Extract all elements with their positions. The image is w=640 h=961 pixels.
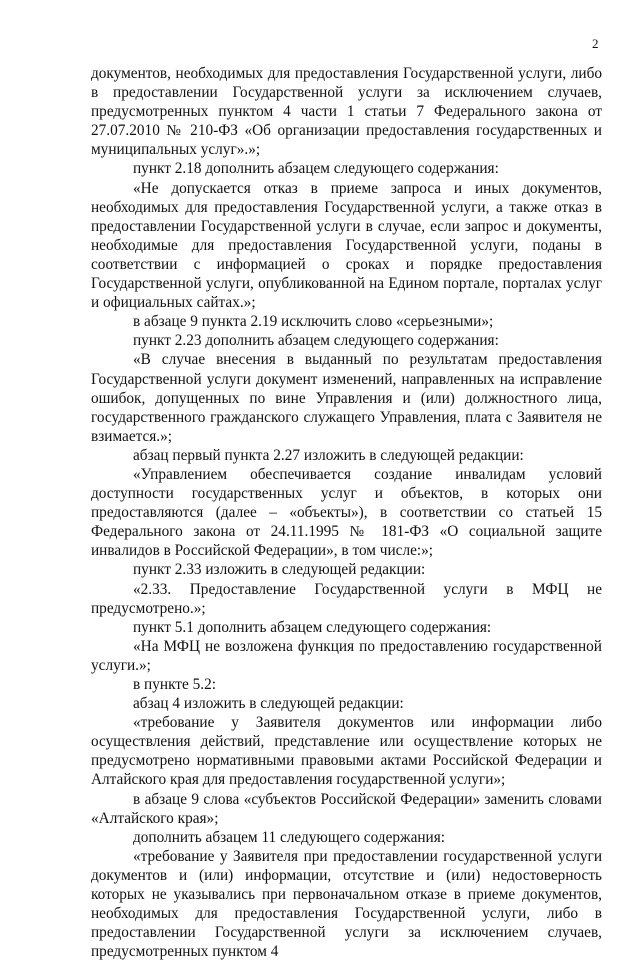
paragraph-8: «Управлением обеспечивается создание инвалидам условий доступности государственных услуг и объектов, в которых они предоставляются (далее – «объекты»), в соответствии со статьей 15 Федерального закона от 24.11.1995 № 181-ФЗ «О социальной защите инвалидов в Российской Федерации», в том числе:»; [91,465,602,560]
paragraph-7: абзац первый пункта 2.27 изложить в следующей редакции: [133,446,524,464]
paragraph-14: абзац 4 изложить в следующей редакции: [133,695,404,713]
paragraph-1: документов, необходимых для предоставления Государственной услуги, либо в предоставлении Государственной услуги за исключением случаев, предусмотренных пунктом 4 части 1 статьи 7 Федерального закона от 27.07.2010 № 210-ФЗ «Об организации предоставления государственных и муниципальных услуг».»; [91,65,602,159]
paragraph-3: «Не допускается отказ в приеме запроса и иных документов, необходимых для предоставления Государственной услуги, а также отказ в предоставлении Государственной услуги в случае, если запрос и документы, необходимые для предоставления Государственной услуги, поданы в соответствии с информацией о сроках и порядке предоставления Государственной услуги, опубликованной на Едином портале, порталах услуг и официальных сайтах.»; [91,179,602,312]
paragraph-5: пункт 2.23 дополнить абзацем следующего содержания: [133,332,499,350]
paragraph-18: «требование у Заявителя при предоставлении государственной услуги документов и (или) информации, отсутствие и (или) недостоверность которых не указывались при первоначальном отказе в приеме документов, необходимых для предоставления Государственной услуги, либо в предоставлении Государственной услуги за исключением случаев, предусмотренных пунктом 4 [91,847,602,961]
page-number: 2 [592,36,599,51]
paragraph-4: в абзаце 9 пункта 2.19 исключить слово «серьезными»; [133,313,494,331]
paragraph-9: пункт 2.33 изложить в следующей редакции: [133,561,426,579]
paragraph-2: пункт 2.18 дополнить абзацем следующего содержания: [133,160,499,178]
paragraph-12: «На МФЦ не возложена функция по предоставлению государственной услуги.»; [91,637,602,674]
paragraph-10: «2.33. Предоставление Государственной услуги в МФЦ не предусмотрено.»; [91,580,602,617]
paragraph-16: в абзаце 9 слова «субъектов Российской Федерации» заменить словами «Алтайского края»; [91,790,602,827]
paragraph-13: в пункте 5.2: [133,676,216,693]
document-body [91,64,602,961]
paragraph-11: пункт 5.1 дополнить абзацем следующего содержания: [133,618,492,636]
paragraph-17: дополнить абзацем 11 следующего содержания: [133,828,446,846]
paragraph-15: «требование у Заявителя документов или информации либо осуществления действий, представление или осуществление которых не предусмотрено нормативными правовыми актами Российской Федерации и Алтайского края для предоставления государственной услуги»; [91,714,602,789]
paragraph-6: «В случае внесения в выданный по результатам предоставления Государственной услуги документ изменений, направленных на исправление ошибок, допущенных по вине Управления и (или) должностного лица, государственного гражданского служащего Управления, плата с Заявителя не взимается.»; [91,351,602,445]
